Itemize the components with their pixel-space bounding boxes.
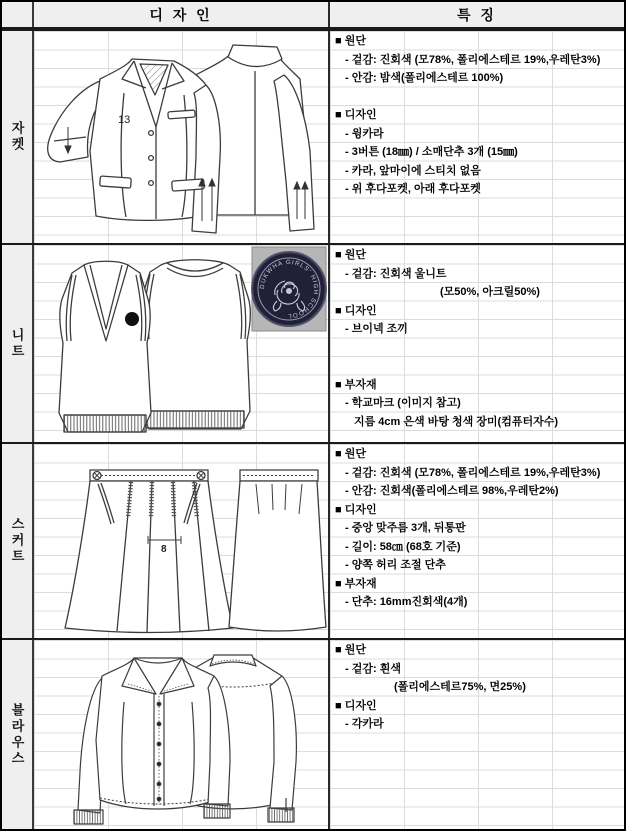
vest-technical-drawing [34, 245, 328, 442]
feature-line: - 각카라 [345, 718, 384, 730]
feature-line: ■ 부자재 [335, 577, 377, 590]
blouse-technical-drawing [34, 640, 328, 829]
feature-line: - 3버튼 (18㎜) / 소매단추 3개 (15㎜) [345, 146, 518, 158]
feature-line: - 겉감: 진회색 (모78%, 폴리에스테르 19%,우레탄3%) [345, 466, 601, 479]
table-header-row [2, 2, 624, 29]
feature-line: - 양쪽 허리 조절 단추 [345, 559, 446, 571]
row-label-text: 니트 [9, 327, 25, 360]
row-label-text: 자켓 [9, 121, 25, 153]
blouse-front-view [74, 658, 230, 824]
row-blouse [2, 638, 624, 829]
blouse-features-cell [328, 640, 624, 829]
feature-line: - 브이넥 조끼 [345, 323, 408, 335]
row-label-skirt [2, 444, 34, 638]
feature-line: - 겉감: 진회색 울니트 [345, 267, 447, 280]
skirt-technical-drawing [34, 444, 328, 638]
feature-line: ■ 디자인 [335, 503, 377, 516]
row-skirt [2, 442, 624, 638]
feature-line: - 학교마크 (이미지 참고) [345, 397, 461, 409]
feature-line: ■ 디자인 [335, 699, 377, 712]
feature-line: - 안감: 진회색(폴리에스테르 98%,우레탄2%) [345, 485, 559, 497]
feature-line: 지름 4cm 은색 바탕 청색 장미(컴퓨터자수) [354, 415, 559, 428]
feature-line: (폴리에스테르75%, 면25%) [394, 681, 526, 693]
skirt-pleat-width-annotation: 8 [161, 544, 167, 555]
jacket-technical-drawing [34, 31, 328, 243]
row-label-text: 블라우스 [9, 702, 25, 767]
skirt-back-view [229, 470, 326, 631]
knit-features-cell [328, 245, 624, 442]
feature-line: ■ 원단 [335, 35, 366, 47]
feature-line: ■ 원단 [335, 249, 366, 261]
school-emblem-photo [252, 247, 326, 331]
jacket-size-annotation: 13 [118, 114, 131, 126]
feature-line: ■ 부자재 [335, 378, 377, 391]
header-corner-cell [2, 2, 34, 27]
row-label-jacket [2, 31, 34, 243]
feature-line: ■ 원단 [335, 448, 366, 460]
feature-line: - 위 후다포켓, 아래 후다포켓 [345, 183, 481, 195]
emblem-circular-text: DUKWHA GIRLS' HIGH SCHOOL [258, 258, 320, 320]
feature-line [330, 357, 624, 376]
feature-line: - 단추: 16mm진회색(4개) [345, 596, 468, 608]
feature-line [330, 88, 624, 107]
feature-line: (모50%, 아크릴50%) [440, 286, 540, 298]
row-knit [2, 243, 624, 442]
feature-line: - 길이: 58㎝ (68호 기준) [345, 540, 461, 553]
feature-line: - 중앙 맞주름 3개, 뒤통판 [345, 522, 466, 534]
feature-line: - 겉감: 흰색 [345, 662, 401, 675]
feature-line: ■ 원단 [335, 644, 366, 656]
jacket-features-cell [328, 31, 624, 243]
row-jacket [2, 29, 624, 243]
skirt-front-view [65, 470, 233, 633]
jacket-front-view [48, 59, 221, 233]
feature-line: - 카라, 앞마이에 스티치 없음 [345, 164, 481, 177]
row-label-blouse [2, 640, 34, 829]
feature-line: - 안감: 밤색(폴리에스테르 100%) [345, 72, 504, 84]
feature-line: - 겉감: 진회색 (모78%, 폴리에스테르 19%,우레탄3%) [345, 53, 601, 66]
feature-line: ■ 디자인 [335, 109, 377, 121]
feature-line: ■ 디자인 [335, 304, 377, 317]
feature-line: - 윙카라 [345, 127, 384, 140]
skirt-drawing-cell [34, 444, 328, 638]
header-features: 특 징 [457, 6, 497, 23]
feature-line [330, 339, 624, 358]
row-label-knit [2, 245, 34, 442]
jacket-drawing-cell [34, 31, 328, 243]
header-design: 디 자 인 [34, 2, 330, 27]
skirt-features-cell [328, 444, 624, 638]
blouse-drawing-cell [34, 640, 328, 829]
knit-drawing-cell [34, 245, 328, 442]
vest-back-view [140, 260, 250, 429]
row-label-text: 스커트 [9, 517, 25, 565]
school-mark-dot [125, 312, 139, 326]
vest-front-view [59, 261, 151, 432]
